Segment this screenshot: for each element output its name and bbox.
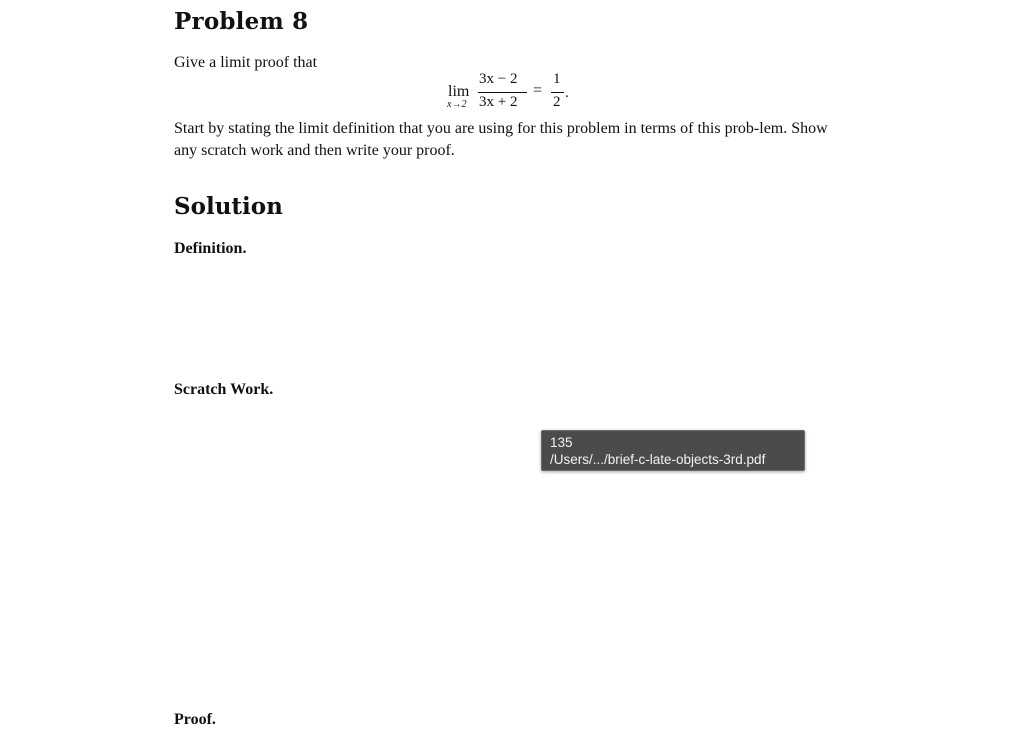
proof-label: Proof. <box>174 711 216 728</box>
lim-subscript: x→2 <box>447 99 467 110</box>
definition-label: Definition. <box>174 240 247 257</box>
result-fraction-bar <box>551 92 564 93</box>
scratch-work-label: Scratch Work. <box>174 381 274 398</box>
result-denominator: 2 <box>553 94 561 110</box>
instructions-text: Start by stating the limit definition that you are using for this problem in terms of this prob-lem. Show any scratch work and then write your proof. <box>174 120 828 159</box>
fraction-numerator: 3x − 2 <box>479 71 518 87</box>
tooltip-file-path: /Users/.../brief-c-late-objects-3rd.pdf <box>550 452 766 467</box>
fraction-bar <box>478 92 527 93</box>
page-tooltip <box>541 430 805 471</box>
fraction-denominator: 3x + 2 <box>479 94 518 110</box>
intro-text: Give a limit proof that <box>174 54 318 71</box>
tooltip-page-number: 135 <box>550 435 573 450</box>
equals-sign: = <box>533 82 543 99</box>
result-numerator: 1 <box>553 71 561 87</box>
solution-title: Solution <box>174 193 283 220</box>
lim-symbol: lim <box>448 83 470 100</box>
problem-title: Problem 8 <box>174 8 309 35</box>
equation-period: . <box>565 85 569 101</box>
limit-equation <box>446 71 586 117</box>
